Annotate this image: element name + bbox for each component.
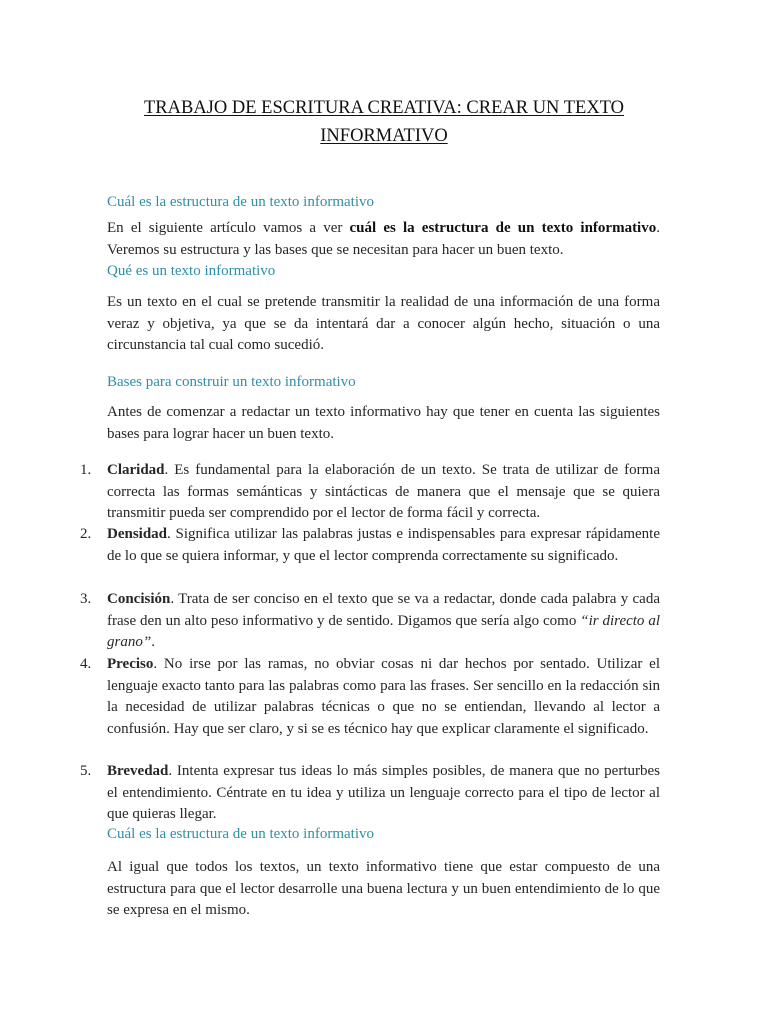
list-item-number: 4. [80,656,92,672]
list-item-claridad [107,460,660,525]
list-item-text: . Intenta expresar tus ideas lo más simples posibles, de manera que no perturbes el entendimiento. Céntrate en tu idea y utiliza un lenguaje correcto para el tipo de lector al que quieras llegar. [107,763,660,822]
intro-text-start: En el siguiente artículo vamos a ver [107,220,350,236]
list-item-text: . Significa utilizar las palabras justas e indispensables para expresar rápidamente de lo que se quiera informar, y que el lector comprenda correctamente su significado. [107,526,660,564]
list-item-preciso [107,654,660,740]
list-item-text: . No irse por las ramas, no obviar cosas ni dar hechos por sentado. Utilizar el lenguaje exacto tanto para las palabras como para las frases. Ser sencillo en la redacción sin la necesidad de utilizar palabras técnicas o que no se entiendan, llevando al lector a confusión. Hay que ser claro, y si se es técnico hay que explicar claramente el significado. [107,656,660,737]
list-item-densidad [107,524,660,567]
section-heading-structure: Cuál es la estructura de un texto informativo [107,194,375,210]
intro-text-end: . Veremos su estructura y las bases que se necesitan para hacer un buen texto. [107,220,660,258]
list-item-number: 3. [80,591,92,607]
bases-paragraph: Antes de comenzar a redactar un texto informativo hay que tener en cuenta las siguientes bases para lograr hacer un buen texto. [107,404,660,442]
definition-paragraph: Es un texto en el cual se pretende transmitir la realidad de una información de una forma veraz y objetiva, ya que se da intentará dar a conocer algún hecho, situación o una circunstancia tal cual como sucedió. [107,294,660,353]
structure-paragraph: Al igual que todos los textos, un texto informativo tiene que estar compuesto de una estructura para que el lector desarrolle una buena lectura y un buen entendimiento de lo que se expresa en el mismo. [107,859,660,918]
list-item-tail: . [151,634,155,650]
list-item-term: Brevedad [107,763,169,779]
list-item-term: Claridad [107,462,165,478]
document-title: TRABAJO DE ESCRITURA CREATIVA: CREAR UN TEXTO INFORMATIVO [143,98,624,146]
list-item-text: . Es fundamental para la elaboración de un texto. Se trata de utilizar de forma correcta las formas semánticas y sintácticas de manera que el mensaje que se quiera transmitir pueda ser comprendido por el lector de forma fácil y correcta. [107,462,660,521]
intro-paragraph [107,218,660,261]
list-item-number: 5. [80,763,92,779]
list-item-term: Densidad [107,526,168,542]
list-item-term: Preciso [107,656,154,672]
section-heading-what-is: Qué es un texto informativo [107,263,276,279]
list-item-term: Concisión [107,591,171,607]
list-item-number: 1. [80,462,92,478]
list-item-italic-quote: “ir directo al grano” [107,612,660,650]
list-item-text: . Trata de ser conciso en el texto que se va a redactar, donde cada palabra y cada frase den un alto peso informativo y de sentido. Digamos que sería algo como [107,591,660,629]
intro-text-bold: cuál es la estructura de un texto informativo [349,220,657,236]
list-item-brevedad [107,761,660,826]
list-item-concision [107,589,660,654]
section-heading-structure-2: Cuál es la estructura de un texto informativo [107,826,375,842]
section-heading-bases: Bases para construir un texto informativo [107,374,356,390]
list-item-number: 2. [80,526,92,542]
